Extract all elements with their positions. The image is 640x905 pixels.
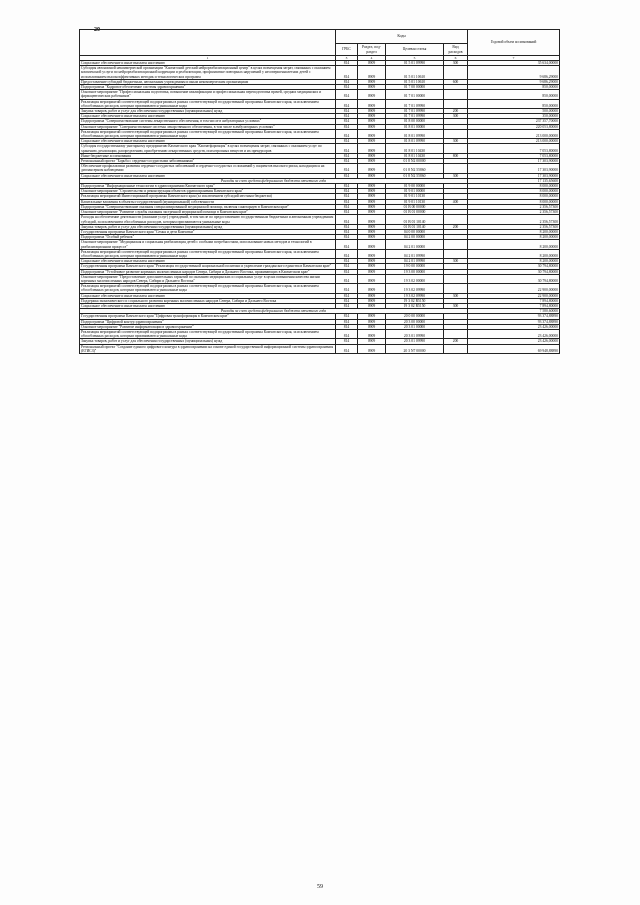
cell-grbs: 814: [336, 61, 358, 66]
cell-grbs: 814: [336, 114, 358, 119]
cell-grbs: 814: [336, 99, 358, 108]
cell-grbs: 814: [336, 194, 358, 199]
cell-name: Основное мероприятие "Совершенствование системы лекарственного обеспечения, в том числе в амбулаторных условиях": [80, 124, 336, 129]
cell-target: 01 9 01 10130: [386, 194, 444, 199]
cell-vid: 200: [444, 109, 468, 114]
cell-section: 0909: [358, 344, 386, 353]
cell-grbs: 814: [336, 269, 358, 274]
cell-name: Государственная программа Камчатского края "Семья и дети Камчатки": [80, 229, 336, 234]
cell-target: 01 7 01 09990: [386, 109, 444, 114]
cell-target: 20 3 01 00000: [386, 324, 444, 329]
cell-vid: [444, 144, 468, 153]
cell-target: 04 2 01 09990: [386, 249, 444, 258]
cell-target: 01 8 01 00000: [386, 124, 444, 129]
cell-amount: 17 303,90000: [468, 173, 560, 178]
cell-section: 0909: [358, 329, 386, 338]
cell-grbs: 814: [336, 274, 358, 283]
cell-amount: 93 374,88890: [468, 319, 560, 324]
cell-grbs: 814: [336, 235, 358, 240]
cell-name: Закупка товаров, работ и услуг для обеспечения государственных (муниципальных) нужд: [80, 109, 336, 114]
cell-target: 20 3 00 00000: [386, 319, 444, 324]
column-index: 6: [444, 56, 468, 61]
cell-name: Социальное обеспечение и иные выплаты населению: [80, 114, 336, 119]
cell-name: Подпрограмма "Совершенствование системы лекарственного обеспечения, в том числе в амбулаторных условиях": [80, 119, 336, 124]
cell-amount: 30 794,80000: [468, 264, 560, 269]
cell-target: 01 7 01 00000: [386, 90, 444, 99]
cell-name: Подпрограмма "Совершенствование оказания специализированной медицинской помощи, включая санитарную в Камчатском крае": [80, 204, 336, 209]
cell-grbs: 814: [336, 189, 358, 194]
cell-grbs: 814: [336, 319, 358, 324]
cell-amount: 93 374,88890: [468, 314, 560, 319]
cell-vid: [444, 215, 468, 224]
table-header: [80, 30, 560, 61]
cell-section: 0909: [358, 274, 386, 283]
cell-grbs: 814: [336, 293, 358, 298]
cell-name: Основное мероприятие "Предоставление дополнительных гарантий по оказанию медицинских и социальных услуг в целях повышения качества жизни коренных малочисленных народов Севера, Сибири и Дальнего Востока": [80, 274, 336, 283]
cell-section: 0909: [358, 269, 386, 274]
cell-grbs: 814: [336, 79, 358, 84]
cell-name: Реализация мероприятий соответствующей подпрограммы в рамках соответствующей государственной программы Камчатского края, за исключением обособленных расходов, которым присваиваются уникальные коды: [80, 284, 336, 293]
cell-name: Подпрограмма "Кадровое обеспечение системы здравоохранения": [80, 85, 336, 90]
cell-section: 0909: [358, 124, 386, 129]
cell-target: 01 9 00 00000: [386, 184, 444, 189]
cell-target: 04 2 00 00000: [386, 235, 444, 240]
cell-name: Социальное обеспечение и иные выплаты населению: [80, 139, 336, 144]
cell-name: Государственная программа Камчатского края "Реализация государственной национальной политики и укрепление гражданского единства в Камчатском крае": [80, 264, 336, 269]
cell-name: Обеспечение профилактики развития сердечно-сосудистых заболеваний и сердечно-сосудистых осложнений у пациентов высокого риска, находящихся на диспансерном наблюдении: [80, 164, 336, 173]
cell-section: 0909: [358, 259, 386, 264]
table-row: [80, 144, 560, 153]
cell-target: 20 3 01 09990: [386, 339, 444, 344]
cell-section: 0909: [358, 66, 386, 80]
cell-amount: 17 303,90000: [468, 159, 560, 164]
table-row: [80, 164, 560, 173]
cell-section: 0909: [358, 153, 386, 158]
cell-vid: 400: [444, 199, 468, 204]
cell-name: Основное мероприятие "Развитие информатизации в здравоохранении": [80, 324, 336, 329]
cell-section: 0909: [358, 240, 386, 249]
cell-target: 01 9 01 10130: [386, 199, 444, 204]
cell-name: Подпрограмма "Цифровой контур здравоохранения": [80, 319, 336, 324]
cell-name: Социальное обеспечение и иные выплаты населению: [80, 61, 336, 66]
table-row: [80, 344, 560, 353]
cell-target: 01 8 01 09990: [386, 139, 444, 144]
cell-target: 19 3 02 00000: [386, 274, 444, 283]
cell-name: Основное мероприятие "Строительство и реконструкция объектов здравоохранения Камчатского края": [80, 189, 336, 194]
cell-name: Реализация мероприятий Инвестиционной программы Камчатского края (за исключением субсидий местным бюджетам): [80, 194, 336, 199]
cell-section: 0909: [358, 159, 386, 164]
table-row: [80, 329, 560, 338]
cell-amount: 7 894,80000: [468, 303, 560, 308]
cell-target: 01 8 01 09990: [386, 129, 444, 138]
cell-target: 19 3 02 09990: [386, 284, 444, 293]
cell-vid: [444, 164, 468, 173]
cell-amount: 350,00000: [468, 114, 560, 119]
cell-name: Предоставление субсидий бюджетным, автономным учреждениям и иным некоммерческим организациям: [80, 79, 336, 84]
cell-section: 0909: [358, 319, 386, 324]
cell-amount: 30 794,80000: [468, 274, 560, 283]
cell-name: Реализация мероприятий соответствующей подпрограммы в рамках соответствующей государственной программы Камчатского края, за исключением обособленных расходов, которым присваиваются уникальные коды: [80, 129, 336, 138]
cell-target: 01 В 01 10140: [386, 224, 444, 229]
cell-section: 0909: [358, 61, 386, 66]
cell-section: 0909: [358, 314, 386, 319]
cell-target: 19 3 02 09990: [386, 293, 444, 298]
table-row: [80, 274, 560, 283]
cell-name: Социальное обеспечение и иные выплаты населению: [80, 303, 336, 308]
cell-target: 01 8 01 10430: [386, 144, 444, 153]
cell-amount: 23 426,00000: [468, 324, 560, 329]
cell-amount: 213 000,00000: [468, 129, 560, 138]
cell-section: 0909: [358, 210, 386, 215]
cell-grbs: 814: [336, 249, 358, 258]
cell-vid: [444, 129, 468, 138]
cell-target: 01 8 01 10430: [386, 153, 444, 158]
cell-section: 0909: [358, 173, 386, 178]
cell-section: 0909: [358, 339, 386, 344]
page-number: 59: [317, 884, 323, 890]
cell-target: 19 0 00 00000: [386, 264, 444, 269]
cell-vid: [444, 284, 468, 293]
cell-amount: 7 053,80000: [468, 144, 560, 153]
cell-amount: 7 580,60000: [468, 309, 560, 314]
cell-amount: 8 000,00000: [468, 194, 560, 199]
header-vid: Вид расходов: [444, 44, 468, 56]
table-row: [80, 90, 560, 99]
federal-budget-note: Расходы за счет средств федерального бюджета отчетного года: [80, 309, 468, 314]
cell-section: 0909: [358, 99, 386, 108]
cell-name: Расходы на обеспечение деятельности (оказание услуг) учреждений, в том числе по предоставлению государственным бюджетным и автономным учреждениям субсидий, за исключением обособленных расходов, которым присваиваются уникальные коды: [80, 215, 336, 224]
cell-name: Социальное обеспечение и иные выплаты населению: [80, 293, 336, 298]
cell-target: 01 5 01 09990: [386, 61, 444, 66]
cell-section: 0909: [358, 144, 386, 153]
cell-vid: 300: [444, 303, 468, 308]
cell-target: 01 7 00 00000: [386, 85, 444, 90]
cell-grbs: 814: [336, 159, 358, 164]
cell-section: 0909: [358, 85, 386, 90]
header-section: Раздел, под-раздел: [358, 44, 386, 56]
cell-grbs: 814: [336, 144, 358, 153]
column-index: 4: [358, 56, 386, 61]
cell-amount: 850,00000: [468, 99, 560, 108]
cell-amount: 22 900,00000: [468, 293, 560, 298]
cell-target: 19 3 02 R5150: [386, 303, 444, 308]
cell-vid: 200: [444, 224, 468, 229]
cell-amount: 8 200,00000: [468, 235, 560, 240]
cell-grbs: 814: [336, 344, 358, 353]
cell-section: 0909: [358, 249, 386, 258]
cell-name: Иные бюджетные ассигнования: [80, 153, 336, 158]
cell-section: 0909: [358, 199, 386, 204]
cell-name: Реализация мероприятий соответствующей подпрограммы в рамках соответствующей государственной программы Камчатского края, за исключением обособленных расходов, которым присваиваются уникальные коды: [80, 329, 336, 338]
cell-section: 0909: [358, 164, 386, 173]
cell-name: Капитальные вложения в объекты государственной (муниципальной) собственности: [80, 199, 336, 204]
cell-grbs: 814: [336, 224, 358, 229]
cell-vid: [444, 274, 468, 283]
cell-section: 0909: [358, 284, 386, 293]
column-index: 7: [468, 56, 560, 61]
cell-vid: [444, 249, 468, 258]
cell-amount: 8 200,00000: [468, 240, 560, 249]
cell-section: 0909: [358, 298, 386, 303]
header-grbs: ГРБС: [336, 44, 358, 56]
cell-target: 19 3 02 R5150: [386, 298, 444, 303]
cell-grbs: 814: [336, 314, 358, 319]
cell-target: 04 0 00 00000: [386, 229, 444, 234]
header-target: Целевая статья: [386, 44, 444, 56]
cell-grbs: 814: [336, 164, 358, 173]
cell-target: 01 8 N2 00000: [386, 159, 444, 164]
table-row: [80, 66, 560, 80]
cell-section: 0909: [358, 229, 386, 234]
cell-target: 01 8 N2 55860: [386, 173, 444, 178]
cell-vid: [444, 344, 468, 353]
cell-amount: 23 426,00000: [468, 339, 560, 344]
cell-target: 20 3 01 09990: [386, 329, 444, 338]
cell-amount: 69 948,88890: [468, 344, 560, 353]
cell-name: Региональный проект "Борьба с сердечно-сосудистыми заболеваниями": [80, 159, 336, 164]
cell-name: Социальное обеспечение и иные выплаты населению: [80, 173, 336, 178]
cell-amount: 22 900,00000: [468, 284, 560, 293]
cell-grbs: 814: [336, 199, 358, 204]
cell-amount: 850,00000: [468, 85, 560, 90]
cell-vid: 300: [444, 114, 468, 119]
cell-vid: 300: [444, 293, 468, 298]
cell-target: 01 9 01 00000: [386, 189, 444, 194]
cell-grbs: 814: [336, 153, 358, 158]
cell-section: 0909: [358, 235, 386, 240]
table-row: [80, 249, 560, 258]
cell-grbs: 814: [336, 66, 358, 80]
cell-amount: 8 000,00000: [468, 199, 560, 204]
cell-vid: 300: [444, 173, 468, 178]
table-row: [80, 240, 560, 249]
cell-name: Поддержка экономического и социального развития коренных малочисленных народов Севера, Сибири и Дальнего Востока: [80, 298, 336, 303]
cell-section: 0909: [358, 215, 386, 224]
cell-name: Подпрограмма "Устойчивое развитие коренных малочисленных народов Севера, Сибири и Дальнего Востока, проживающих в Камчатском крае": [80, 269, 336, 274]
cell-target: 01 В 01 00000: [386, 210, 444, 215]
cell-grbs: 814: [336, 184, 358, 189]
cell-name: Закупка товаров, работ и услуг для обеспечения государственных (муниципальных) нужд: [80, 339, 336, 344]
cell-name: Субсидия государственному унитарному предприятию Камчатского края "Камчатфармация" в целях возмещения затрат, связанных с оказанием услуг по хранению, реализации, распределению, приобретению лекарственных средств, психотропных веществ и их прекурсоров: [80, 144, 336, 153]
cell-section: 0909: [358, 114, 386, 119]
cell-name: Основное мероприятие "Развитие службы оказания экстренной медицинской помощи в Камчатском крае": [80, 210, 336, 215]
cell-grbs: 814: [336, 324, 358, 329]
column-index: 3: [336, 56, 358, 61]
cell-target: 04 2 01 00000: [386, 240, 444, 249]
cell-section: 0909: [358, 129, 386, 138]
cell-amount: 8 200,00000: [468, 259, 560, 264]
cell-section: 0909: [358, 303, 386, 308]
cell-target: 01 7 01 09990: [386, 114, 444, 119]
budget-table: [79, 29, 560, 354]
cell-grbs: 814: [336, 139, 358, 144]
cell-vid: [444, 240, 468, 249]
table-row: [80, 215, 560, 224]
header-codes-group: Коды: [336, 30, 468, 44]
cell-name: Государственная программа Камчатского края "Цифровая трансформация в Камчатском крае": [80, 314, 336, 319]
cell-name: Закупка товаров, работ и услуг для обеспечения государственных (муниципальных) нужд: [80, 224, 336, 229]
cell-grbs: 814: [336, 284, 358, 293]
cell-target: 01 5 01 10610: [386, 66, 444, 80]
cell-grbs: 814: [336, 85, 358, 90]
cell-amount: 7 894,80000: [468, 298, 560, 303]
cell-grbs: 814: [336, 109, 358, 114]
cell-vid: 300: [444, 259, 468, 264]
cell-amount: 2 356,57300: [468, 210, 560, 215]
cell-grbs: 814: [336, 119, 358, 124]
cell-name: Реализация мероприятий соответствующей подпрограммы в рамках соответствующей государственной программы Камчатского края, за исключением обособленных расходов, которым присваиваются уникальные коды: [80, 99, 336, 108]
cell-grbs: 814: [336, 90, 358, 99]
cell-amount: 8 000,00000: [468, 189, 560, 194]
cell-grbs: 814: [336, 329, 358, 338]
cell-grbs: 814: [336, 129, 358, 138]
cell-vid: [444, 329, 468, 338]
cell-section: 0909: [358, 139, 386, 144]
cell-vid: [444, 99, 468, 108]
cell-amount: 2 356,57300: [468, 204, 560, 209]
cell-amount: 220 053,80000: [468, 124, 560, 129]
cell-amount: 8 200,00000: [468, 229, 560, 234]
cell-target: 19 3 00 00000: [386, 269, 444, 274]
cell-vid: 300: [444, 139, 468, 144]
cell-grbs: 814: [336, 298, 358, 303]
cell-amount: 850,00000: [468, 90, 560, 99]
cell-vid: 600: [444, 79, 468, 84]
cell-name: Субсидия автономной некоммерческой организации "Камчатский детский нейрореабилитационный центр" в целях возмещения затрат, связанных с оказанием комплексной услуги по нейрореабилитационной коррекции и реабилитации, профилактике повторных нарушений у несовершеннолетних детей с использованием высокоэффективных методик и технологических программ: [80, 66, 336, 80]
column-index: 5: [386, 56, 444, 61]
page-label: 20: [94, 27, 100, 33]
cell-name: Основное мероприятие "Медицинская и социальная реабилитация детей с особыми потребностями, использование новых методов и технологий в реабилитационном процессе": [80, 240, 336, 249]
cell-name: Региональный проект "Создание единого цифрового контура в здравоохранении на основе единой государственной информационной системы здравоохранения (ЕГИСЗ)": [80, 344, 336, 353]
cell-vid: [444, 66, 468, 80]
cell-vid: 200: [444, 339, 468, 344]
cell-target: 20 0 00 00000: [386, 314, 444, 319]
cell-section: 0909: [358, 79, 386, 84]
header-name: [80, 30, 336, 56]
cell-section: 0909: [358, 119, 386, 124]
cell-target: 01 В 01 10140: [386, 215, 444, 224]
cell-amount: 7 053,80000: [468, 153, 560, 158]
cell-name: Подпрограмма "Информационные технологии в здравоохранении Камчатского края": [80, 184, 336, 189]
table-row: [80, 99, 560, 108]
table-row: [80, 129, 560, 138]
cell-section: 0909: [358, 224, 386, 229]
header-amount: Годовой объем ассигнований: [468, 30, 560, 56]
cell-grbs: 814: [336, 204, 358, 209]
cell-name: Реализация мероприятий соответствующей подпрограммы в рамках соответствующей государственной программы Камчатского края, за исключением обособленных расходов, которым присваиваются уникальные коды: [80, 249, 336, 258]
cell-section: 0909: [358, 90, 386, 99]
cell-grbs: 814: [336, 173, 358, 178]
cell-amount: 8 000,00000: [468, 184, 560, 189]
cell-grbs: 814: [336, 210, 358, 215]
cell-amount: 17 135,65600: [468, 178, 560, 183]
cell-section: 0909: [358, 324, 386, 329]
cell-grbs: 814: [336, 339, 358, 344]
cell-grbs: 814: [336, 264, 358, 269]
cell-amount: 213 000,00000: [468, 139, 560, 144]
cell-vid: 300: [444, 61, 468, 66]
cell-section: 0909: [358, 109, 386, 114]
federal-budget-note: Расходы за счет средств федерального бюджета отчетного года: [80, 178, 468, 183]
cell-amount: 23 426,00000: [468, 329, 560, 338]
cell-amount: 2 356,57300: [468, 215, 560, 224]
column-index: 1: [80, 56, 336, 61]
cell-target: 01 В 00 00000: [386, 204, 444, 209]
cell-target: 01 7 01 09990: [386, 99, 444, 108]
cell-section: 0909: [358, 189, 386, 194]
cell-amount: 2 356,57300: [468, 224, 560, 229]
cell-vid: [444, 90, 468, 99]
cell-section: 0909: [358, 264, 386, 269]
cell-target: 01 8 N2 55860: [386, 164, 444, 173]
table-body: [80, 61, 560, 354]
cell-section: 0909: [358, 194, 386, 199]
cell-amount: 9 686,29000: [468, 79, 560, 84]
cell-grbs: 814: [336, 124, 358, 129]
cell-section: 0909: [358, 204, 386, 209]
cell-grbs: 814: [336, 303, 358, 308]
cell-target: 04 2 01 09990: [386, 259, 444, 264]
cell-name: Социальное обеспечение и иные выплаты населению: [80, 259, 336, 264]
cell-amount: 8 200,00000: [468, 249, 560, 258]
cell-grbs: 814: [336, 229, 358, 234]
cell-target: 20 3 N7 00000: [386, 344, 444, 353]
cell-target: 01 5 01 10610: [386, 79, 444, 84]
cell-amount: 237 357,70000: [468, 119, 560, 124]
cell-amount: 17 303,90000: [468, 164, 560, 173]
cell-name: Основное мероприятие "Профессиональная подготовка, повышение квалификации и профессиональная переподготовка врачей, средних медицинских и фармацевтических работников": [80, 90, 336, 99]
cell-amount: 30 794,80000: [468, 269, 560, 274]
cell-target: 01 8 00 00000: [386, 119, 444, 124]
cell-section: 0909: [358, 184, 386, 189]
cell-grbs: 814: [336, 259, 358, 264]
cell-grbs: 814: [336, 215, 358, 224]
cell-name: Подпрограмма "Особый ребенок": [80, 235, 336, 240]
table-row: [80, 284, 560, 293]
cell-amount: 9 686,29000: [468, 66, 560, 80]
cell-grbs: 814: [336, 240, 358, 249]
cell-amount: 35 634,00000: [468, 61, 560, 66]
cell-vid: 800: [444, 153, 468, 158]
cell-amount: 500,00000: [468, 109, 560, 114]
cell-section: 0909: [358, 293, 386, 298]
